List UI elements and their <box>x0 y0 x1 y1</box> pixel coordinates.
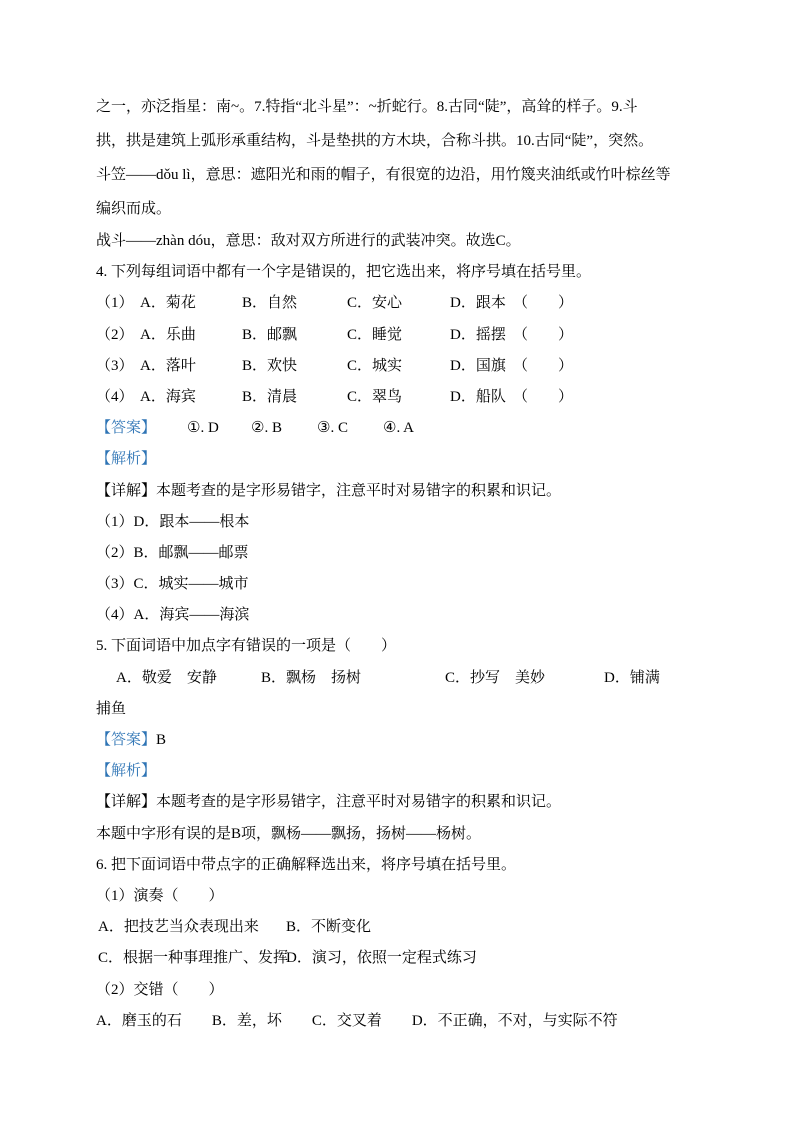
question5-conclusion: 本题中字形有误的是B项，飘杨——飘扬，扬树——杨树。 <box>96 825 482 842</box>
detail-label: 【详解】 <box>96 482 157 499</box>
option-a: A．敬爱 安静 <box>116 669 217 686</box>
option-d: D．跟本 <box>450 295 506 312</box>
question4-correction-3: （3）C．城实——城市 <box>96 576 249 593</box>
detail-text: 本题考查的是字形易错字，注意平时对易错字的积累和识记。 <box>156 794 562 811</box>
option-c: C．城实 <box>347 357 403 374</box>
option-c: C．抄写 美妙 <box>445 669 546 686</box>
question6-sub2-head: （2）交错（ ） <box>96 981 224 998</box>
option-b: B．欢快 <box>242 357 298 374</box>
option-b: B．清晨 <box>242 388 298 405</box>
option-a: A．菊花 <box>140 295 196 312</box>
douli-definition-line-2: 编织而成。 <box>96 201 172 217</box>
question4-stem: 4. 下列每组词语中都有一个字是错误的，把它选出来，将序号填在括号里。 <box>96 264 592 281</box>
option-c: C．根据一种事理推广、发挥 <box>98 950 289 967</box>
answer-value: B <box>156 732 167 748</box>
item-number: （2） <box>96 326 134 343</box>
answer-blank: （ ） <box>513 357 574 374</box>
question4-row-2 <box>96 320 704 351</box>
question4-correction-1: （1）D．跟本——根本 <box>96 513 250 530</box>
answer-item-2: ②. B <box>251 420 282 437</box>
option-d: D．铺满 <box>604 669 660 686</box>
option-a: A．乐曲 <box>140 326 196 343</box>
answer-blank: （ ） <box>513 295 574 312</box>
question4-analysis-label <box>96 444 704 475</box>
question6-stem: 6. 把下面词语中带点字的正确解释选出来，将序号填在括号里。 <box>96 856 517 873</box>
question5-answer-line <box>96 725 704 756</box>
answer-item-1: ①. D <box>187 420 219 437</box>
question6-sub1-row-2 <box>96 943 704 974</box>
question4-correction-4: （4）A．海宾——海滨 <box>96 607 250 624</box>
option-d: D．国旗 <box>450 357 506 374</box>
option-d: D．演习，依照一定程式练习 <box>286 950 477 967</box>
question4-correction-2: （2）B．邮飘——邮票 <box>96 544 249 561</box>
item-number: （1） <box>96 295 134 312</box>
item-number: （3） <box>96 357 134 374</box>
item-number: （4） <box>96 388 134 405</box>
answer-item-3: ③. C <box>317 420 348 437</box>
answer-label: 【答案】 <box>96 732 157 748</box>
answer-label: 【答案】 <box>96 420 157 437</box>
douli-definition-line-1: 斗笠——dǒu lì，意思：遮阳光和雨的帽子，有很宽的边沿，用竹篾夹油纸或竹叶棕丝等 <box>96 167 671 183</box>
answer-blank: （ ） <box>513 388 574 405</box>
question5-analysis-label <box>96 756 704 787</box>
option-d: D．船队 <box>450 388 506 405</box>
question4-row-1 <box>96 288 704 319</box>
option-a: A．落叶 <box>140 357 196 374</box>
option-c: C．睡觉 <box>347 326 403 343</box>
option-b: B．不断变化 <box>286 919 372 936</box>
answer-blank: （ ） <box>513 326 574 343</box>
question5-detail-line <box>96 787 704 818</box>
question6-sub1-row-1 <box>96 912 704 943</box>
question5-options-row <box>96 663 704 694</box>
option-b: B．飘杨 扬树 <box>261 669 362 686</box>
question4-answer-line <box>96 413 704 444</box>
question6-sub1-head: （1）演奏（ ） <box>96 887 224 904</box>
question5-stem: 5. 下面词语中加点字有错误的一项是（ ） <box>96 638 397 655</box>
option-d: D．摇摆 <box>450 326 506 343</box>
option-b: B．自然 <box>242 295 298 312</box>
analysis-label: 【解析】 <box>96 763 157 780</box>
zhandou-definition-line: 战斗——zhàn dóu，意思：敌对双方所进行的武装冲突。故选C。 <box>96 233 521 249</box>
detail-text: 本题考查的是字形易错字，注意平时对易错字的积累和识记。 <box>156 482 562 499</box>
option-c: C．翠鸟 <box>347 388 403 405</box>
question4-detail-line <box>96 476 704 507</box>
question6-sub2-options: A．磨玉的石 B．差，坏 C．交叉着 D．不正确，不对，与实际不符 <box>96 1012 618 1029</box>
answer-item-4: ④. A <box>383 420 414 437</box>
question4-row-4 <box>96 382 704 413</box>
document-content <box>96 90 704 1037</box>
option-b: B．邮飘 <box>242 326 298 343</box>
dou-definition-line-1: 之一，亦泛指星：南~。7.特指“北斗星”：~折蛇行。8.古同“陡”，高耸的样子。9.斗 <box>96 99 638 115</box>
analysis-label: 【解析】 <box>96 451 157 468</box>
question4-row-3 <box>96 351 704 382</box>
option-a: A．海宾 <box>140 388 196 405</box>
option-a: A．把技艺当众表现出来 <box>98 919 259 936</box>
dou-definition-line-2: 拱，拱是建筑上弧形承重结构，斗是垫拱的方木块，合称斗拱。10.古同“陡”，突然。 <box>96 133 654 149</box>
option-c: C．安心 <box>347 295 403 312</box>
question5-option-d-wrap: 捕鱼 <box>96 700 127 717</box>
detail-label: 【详解】 <box>96 794 157 811</box>
